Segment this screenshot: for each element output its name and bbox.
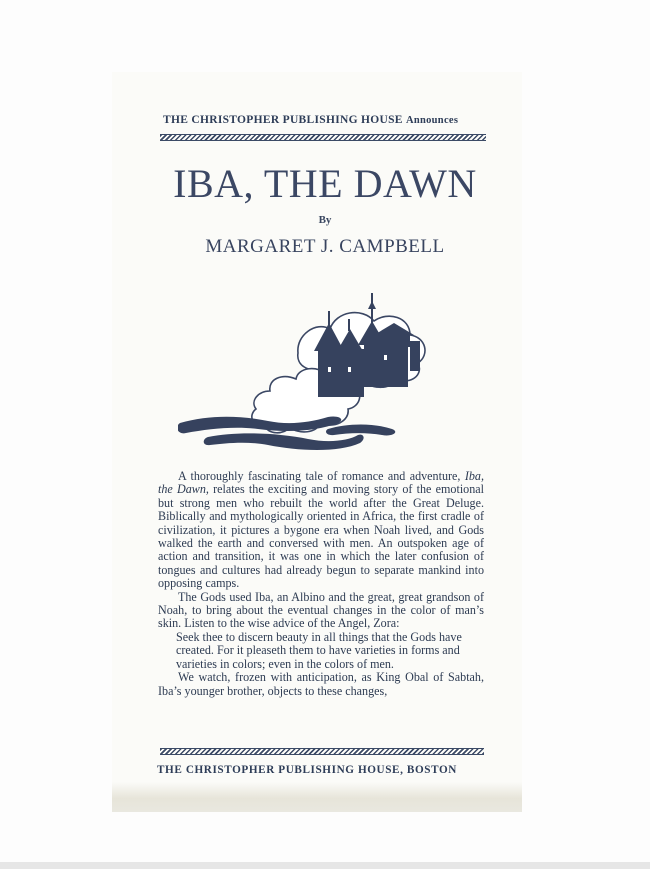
castle	[314, 293, 420, 397]
publisher-name: THE CHRISTOPHER PUBLISHING HOUSE	[163, 114, 403, 126]
author-name: MARGARET J. CAMPBELL	[205, 236, 445, 257]
ornamental-rule-top	[160, 134, 486, 141]
ornamental-rule-bottom	[160, 748, 484, 755]
paragraph-1	[158, 470, 484, 591]
castle-in-clouds-illustration	[178, 283, 468, 463]
paragraph-2: The Gods used Iba, an Albino and the great, great grandson of Noah, to bring about the eventual changes in the color of man’s skin. Listen to the wise advice of the Angel, Zora:	[158, 589, 484, 631]
announces-label: Announces	[405, 115, 459, 126]
description-text	[158, 470, 484, 698]
scan-edge	[0, 862, 650, 869]
book-title: IBA, THE DAWN	[173, 161, 477, 206]
paper-stain	[112, 782, 522, 812]
paragraph-1-end: relates the exciting and moving story of the emotional but strong men who rebuilt the world after the Great Deluge. Biblically and mythologically oriented in Africa, the first cradle of civilization, it pictures a bygone era when Noah lived, and Gods walked the earth and conversed with men. An outspoken age of action and transition, it was one in which the later confusion of tongues and cultures had already begun to separate mankind into opposing camps.	[158, 482, 484, 591]
paragraph-3: We watch, frozen with anticipation, as King Obal of Sabtah, Iba’s younger brother, objects to these changes,	[158, 670, 484, 698]
publisher-footer: THE CHRISTOPHER PUBLISHING HOUSE, BOSTON	[157, 764, 457, 776]
book-title-italic: Iba, the Dawn,	[158, 469, 484, 497]
angel-quote: Seek thee to discern beauty in all things that the Gods have created. For it pleaseth them to have varieties in forms and varieties in colors; even in the colors of men.	[176, 629, 462, 671]
publisher-header	[163, 114, 493, 126]
paragraph-1-start: A thoroughly fascinating tale of romance and adventure,	[178, 469, 465, 483]
byline: By	[318, 214, 332, 226]
